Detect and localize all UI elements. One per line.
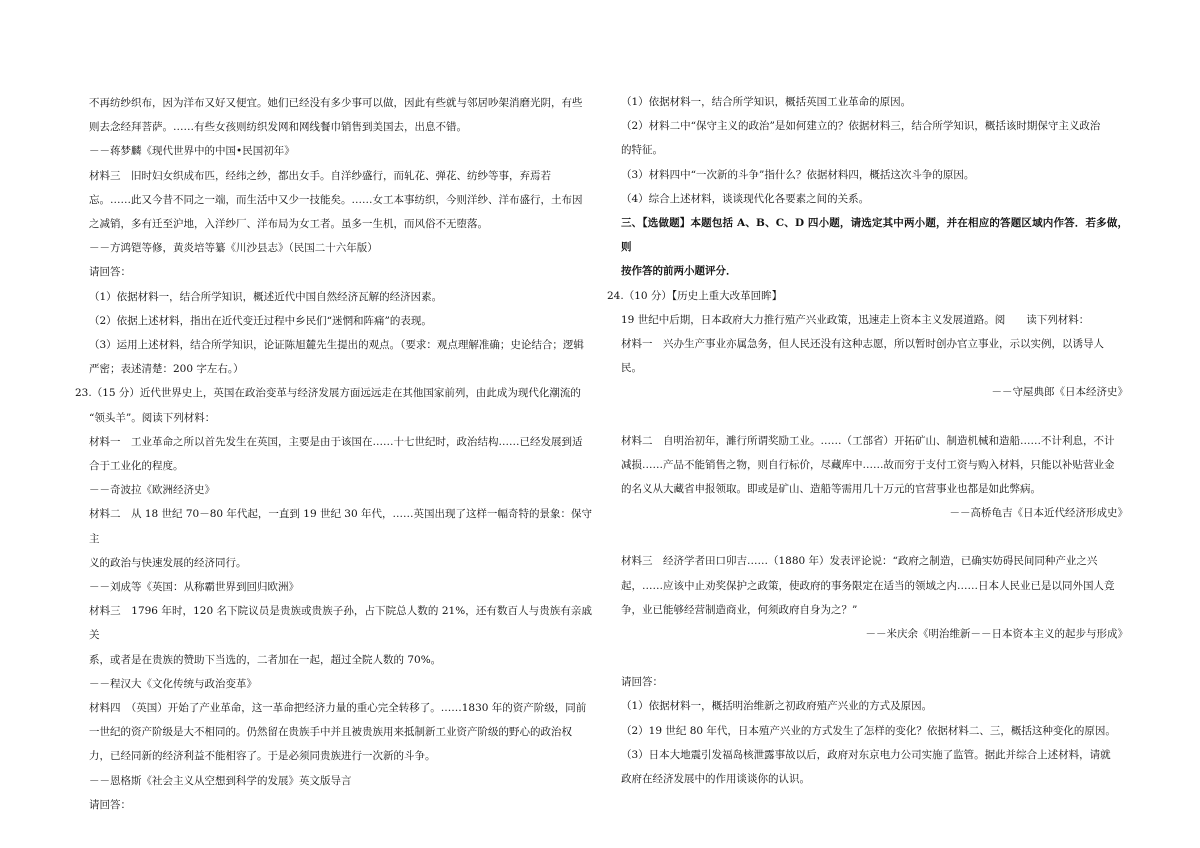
text-line: （3）日本大地震引发福岛核泄露事故以后，政府对东京电力公司实施了监管。据此并综合上述材料，请就 <box>621 748 1111 761</box>
text-line: 材料二 自明治初年，濉行所谓奖励工业。……（工部省）开拓矿山、制造机械和造船……不计利息，不计 <box>621 434 1115 447</box>
section-heading: 按作答的前两小题评分． <box>621 265 737 278</box>
text-line: 材料三 旧时妇女织成布匹，经纬之纱，都出女手。自洋纱盛行，而轧花、弹花、纺纱等事，弃焉若 <box>89 169 551 182</box>
text-line: 力，已经同新的经济利益不能相容了。于是必须同贵族进行一次新的斗争。 <box>89 750 436 763</box>
text-line: 义的政治与快速发展的经济同行。 <box>89 556 247 569</box>
spacer <box>621 646 1128 670</box>
text-line: （1）依据材料一，结合所学知识，概述近代中国自然经济瓦解的经济因素。 <box>89 290 443 303</box>
text-line: 材料三 经济学者田口卯吉……（1880 年）发表评论说：“政府之制造，已确实妨碍民间同种产业之兴 <box>621 555 1098 568</box>
source-citation: －－高桥龟吉《日本近代经济形成史》 <box>949 507 1128 520</box>
text-line: 材料二 从 18 世纪 70－80 年代起，一直到 19 世纪 30 年代，……英国出现了这样一幅奇特的景象：保守主 <box>89 508 593 545</box>
text-line: 之减销，多有迁至沪地，入洋纱厂、洋布局为女工者。虽多一生机，而风俗不无堕落。 <box>89 218 488 231</box>
text-line: 不再纺纱织布，因为洋布又好又便宜。她们已经没有多少事可以做，因此有些就与邻居吵架消磨光阴，有些 <box>89 97 583 109</box>
section-heading: 三、【选做题】本题包括 A、B、C、D 四小题，请选定其中两小题，并在相应的答题区域内作答．若多做，则 <box>621 217 1128 254</box>
source-citation: －－程汉大《文化传统与政治变革》 <box>89 677 257 690</box>
text-line: 起，……应该中止劝奖保护之政策，使政府的事务限定在适当的领域之内……日本人民业已是以同外国人竞 <box>621 579 1115 592</box>
text-line: 严密；表述清楚：200 字左右。） <box>89 363 244 376</box>
text-line: 则去念经拜菩萨。……有些女孩则纺织发网和网线餐巾销售到美国去，出息不错。 <box>89 121 467 134</box>
text-line: 请回答： <box>89 266 131 279</box>
source-citation: －－方鸿铠等修，黄炎培等纂《川沙县志》（民国二十六年版） <box>89 242 378 255</box>
text-line: 19 世纪中后期，日本政府大力推行殖产兴业政策，迅速走上资本主义发展道路。阅 读下列材料： <box>621 313 1090 326</box>
source-citation: －－米庆余《明治维新－－日本资本主义的起步与形成》 <box>865 628 1128 641</box>
source-citation: －－恩格斯《社会主义从空想到科学的发展》英文版导言 <box>89 774 352 787</box>
text-line: 减损……产品不能销售之物，则自行标价，尽藏库中……故而穷于支付工资与购入材料，只能以补贴营业金 <box>621 458 1115 471</box>
text-line: （2）依据上述材料，指出在近代变迁过程中乡民们“迷惘和阵痛”的表现。 <box>89 314 432 327</box>
text-line: 一世纪的资产阶级是大不相同的。仍然留在贵族手中并且被贵族用来抵制新工业资产阶级的野心的政治权 <box>89 726 572 739</box>
question-heading: 23.（15 分）近代世界史上，英国在政治变革与经济发展方面远远走在其他国家前列，由此成为现代化潮流的 <box>75 387 581 400</box>
text-line: （1）依据材料一，概括明治维新之初政府殖产兴业的方式及原因。 <box>621 700 933 713</box>
text-line: （1）依据材料一，结合所学知识，概括英国工业革命的原因。 <box>621 96 912 108</box>
text-line: 请回答： <box>621 676 663 689</box>
text-line: （3）运用上述材料，结合所学知识，论证陈旭麓先生提出的观点。（要求：观点理解准确；史论结合；逻辑 <box>89 339 584 352</box>
text-line: （2）19 世纪 80 年代，日本殖产兴业的方式发生了怎样的变化？依据材料二、三，概括这种变化的原因。 <box>621 724 1116 737</box>
spacer <box>621 525 1128 549</box>
source-citation: －－守屋典郎《日本经济史》 <box>991 386 1128 399</box>
right-column <box>607 90 1128 791</box>
source-citation: －－奇波拉《欧洲经济史》 <box>89 484 215 497</box>
text-line: （4）综合上述材料，谈谈现代化各要素之间的关系。 <box>621 192 870 205</box>
text-line: 的特征。 <box>621 144 663 157</box>
text-line: 系，或者是在贵族的赞助下当选的，二者加在一起，超过全院人数的 70%。 <box>89 653 442 666</box>
source-citation: －－蒋梦麟《现代世界中的中国•民国初年》 <box>89 145 295 158</box>
text-line: 民。 <box>621 362 642 375</box>
question-heading: 24.（10 分）【历史上重大改革回眸】 <box>607 289 783 302</box>
text-line: 材料一 兴办生产事业亦属急务，但人民还没有这种志愿，所以暂时创办官立事业，示以实例，以诱导人 <box>621 338 1104 351</box>
text-line: （3）材料四中“一次新的斗争”指什么？依据材料四，概括这次斗争的原因。 <box>621 168 975 181</box>
text-line: 材料四 （英国）开始了产业革命，这一革命把经济力量的重心完全转移了。……1830 年的资产阶级，同前 <box>89 702 587 715</box>
text-line: 的名义从大藏省申报领取。即或是矿山、造船等需用几十万元的官营事业也都是如此弊病。 <box>621 483 1041 496</box>
text-line: 忘。……此又今昔不同之一端，而生活中又少一技能矣。……女工本事纺织，今则洋纱、洋布盛行，土布因 <box>89 193 583 206</box>
text-line: 争，业已能够经营制造商业，何须政府自身为之？” <box>621 603 858 616</box>
source-citation: －－刘成等《英国：从称霸世界到回归欧洲》 <box>89 581 299 594</box>
text-line: 材料三 1796 年时，120 名下院议员是贵族或贵族子孙，占下院总人数的 21%，还有数百人与贵族有亲戚关 <box>89 605 592 642</box>
left-column <box>75 91 593 817</box>
spacer <box>621 405 1128 429</box>
text-line: “领头羊”。阅读下列材料： <box>89 411 216 424</box>
text-line: 合于工业化的程度。 <box>89 460 184 473</box>
text-line: 材料一 工业革命之所以首先发生在英国，主要是由于该国在……十七世纪时，政治结构……已经发展到适 <box>89 435 583 448</box>
text-line: （2）材料二中“保守主义的政治”是如何建立的？依据材料三，结合所学知识，概括该时期保守主义政治 <box>621 120 1101 133</box>
text-line: 政府在经济发展中的作用谈谈你的认识。 <box>621 773 810 786</box>
text-line: 请回答： <box>89 798 131 811</box>
